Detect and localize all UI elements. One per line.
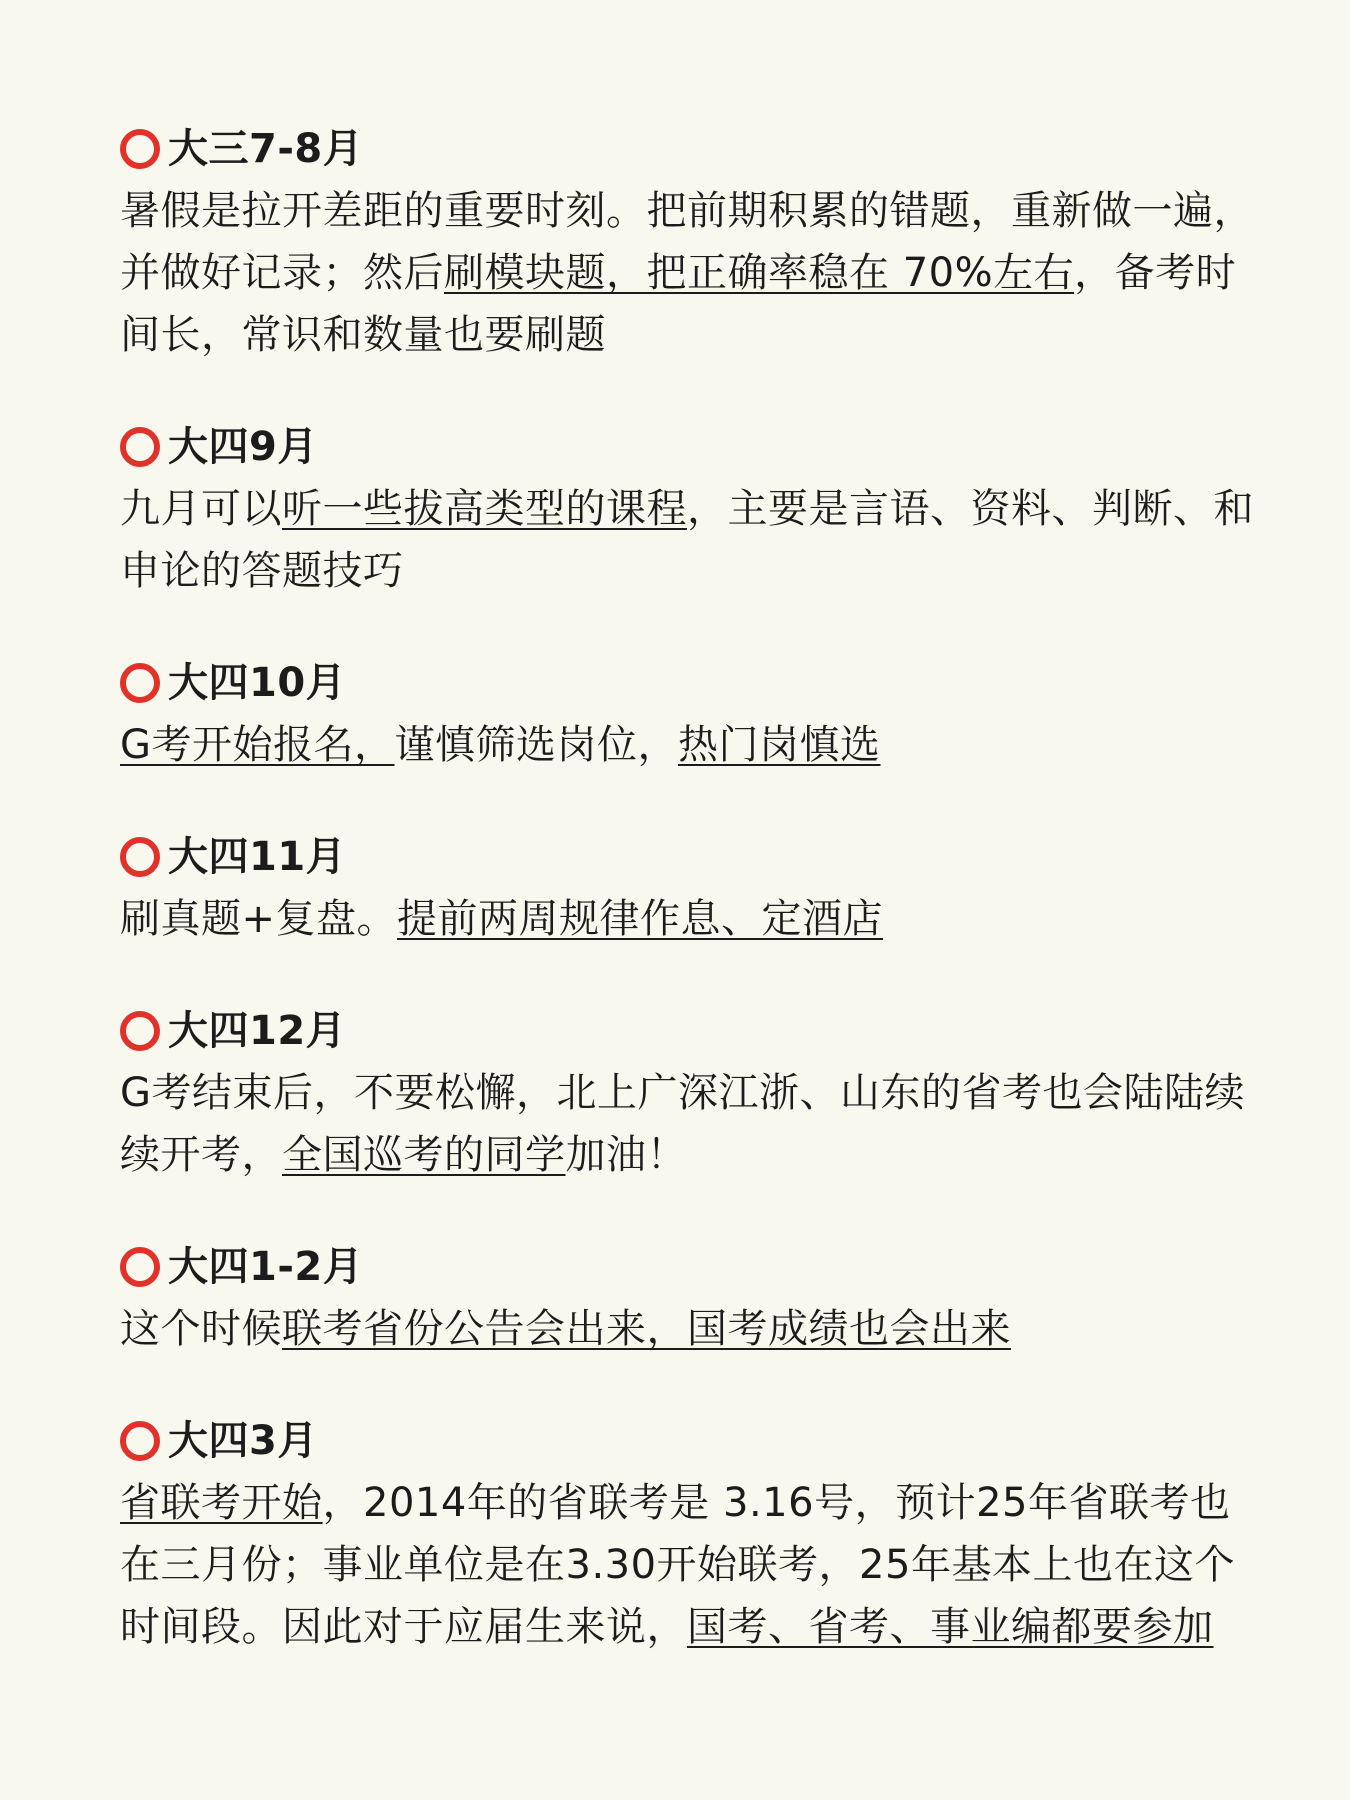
- section-heading: [120, 1236, 1290, 1298]
- section-senior-oct: [120, 652, 1290, 776]
- body-underlined-text: 国考、省考、事业编都要参加: [687, 1604, 1214, 1650]
- body-text: 九月可以: [120, 486, 282, 532]
- section-heading: [120, 652, 1290, 714]
- body-underlined-text: 提前两周规律作息、定酒店: [397, 896, 884, 942]
- section-senior-dec: [120, 1000, 1290, 1186]
- section-heading: [120, 1000, 1290, 1062]
- section-body: [120, 478, 1270, 602]
- section-heading: [120, 416, 1290, 478]
- red-circle-icon: [120, 427, 160, 467]
- section-body: [120, 888, 1270, 950]
- section-title: 大四9月: [168, 424, 318, 470]
- section-body: [120, 1298, 1270, 1360]
- red-circle-icon: [120, 663, 160, 703]
- body-text: ，2014年的省联考是 3.16号，预计25年省联考也在三月份；事业单位是在3.30开始联考，25年基本上也在这个时间段。因此对于应届生来说，: [120, 1480, 1235, 1650]
- section-body: [120, 1062, 1270, 1186]
- section-heading: [120, 1410, 1290, 1472]
- body-text: 加油！: [565, 1132, 687, 1178]
- body-text: ，备考时间长，常识和数量也要刷题: [120, 250, 1237, 358]
- section-heading: [120, 118, 1290, 180]
- body-text: 这个时候: [120, 1306, 282, 1352]
- section-title: 大四12月: [168, 1008, 347, 1054]
- section-body: [120, 714, 1270, 776]
- section-heading: [120, 826, 1290, 888]
- section-senior-sep: [120, 416, 1290, 602]
- red-circle-icon: [120, 1247, 160, 1287]
- body-text: G考结束后，不要松懈，北上广深江浙、山东的省考也会陆陆续续开考，: [120, 1070, 1245, 1178]
- section-title: 大四3月: [168, 1418, 318, 1464]
- section-title: 大四1-2月: [168, 1244, 364, 1290]
- section-junior-jul-aug: [120, 118, 1290, 366]
- body-text: 暑假是拉开差距的重要时刻。把前期积累的错题，重新做一遍，并做好记录；然后: [120, 188, 1254, 296]
- body-underlined-text: 听一些拔高类型的课程: [282, 486, 687, 532]
- body-text: 谨慎筛选岗位，: [394, 722, 678, 768]
- section-body: [120, 1472, 1270, 1658]
- red-circle-icon: [120, 1011, 160, 1051]
- red-circle-icon: [120, 837, 160, 877]
- body-underlined-text: 省联考开始: [120, 1480, 323, 1526]
- section-senior-jan-feb: [120, 1236, 1290, 1360]
- body-underlined-text: 联考省份公告会出来，国考成绩也会出来: [282, 1306, 1011, 1352]
- section-title: 大四11月: [168, 834, 347, 880]
- body-underlined-text: 热门岗慎选: [678, 722, 881, 768]
- body-text: ，主要是言语、资料、判断、和申论的答题技巧: [120, 486, 1254, 594]
- body-underlined-text: 全国巡考的同学: [282, 1132, 566, 1178]
- section-title: 大四10月: [168, 660, 347, 706]
- red-circle-icon: [120, 129, 160, 169]
- section-body: [120, 180, 1270, 366]
- body-underlined-text: G考开始报名，: [120, 722, 395, 768]
- section-senior-nov: [120, 826, 1290, 950]
- section-title: 大三7-8月: [168, 126, 364, 172]
- red-circle-icon: [120, 1421, 160, 1461]
- body-text: 刷真题+复盘。: [120, 896, 398, 942]
- body-underlined-text: 刷模块题，把正确率稳在 70%左右: [444, 250, 1075, 296]
- section-senior-mar: [120, 1410, 1290, 1658]
